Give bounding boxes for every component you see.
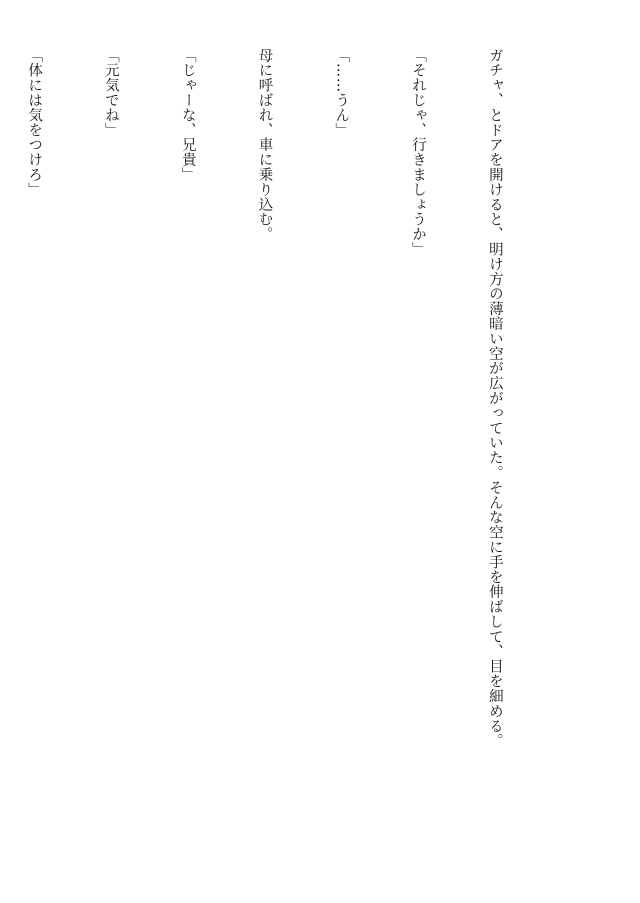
- text-line: 「……うん」: [333, 48, 350, 138]
- text-line: 母に呼ばれ、車に乗り込む。: [256, 48, 273, 242]
- text-line: ガチャ、とドアを開けると、明け方の薄暗い空が広がっていた。そんな空に手を伸ばして、目を細める。: [486, 48, 503, 749]
- vertical-text-body: [0, 48, 558, 878]
- text-line: 「体には気をつけろ」: [26, 48, 43, 197]
- text-line: 「元気でね」: [102, 48, 119, 138]
- text-line: 「それじゃ、行きましょうか」: [410, 48, 427, 257]
- text-line: 「じゃーな、兄貴」: [179, 48, 196, 183]
